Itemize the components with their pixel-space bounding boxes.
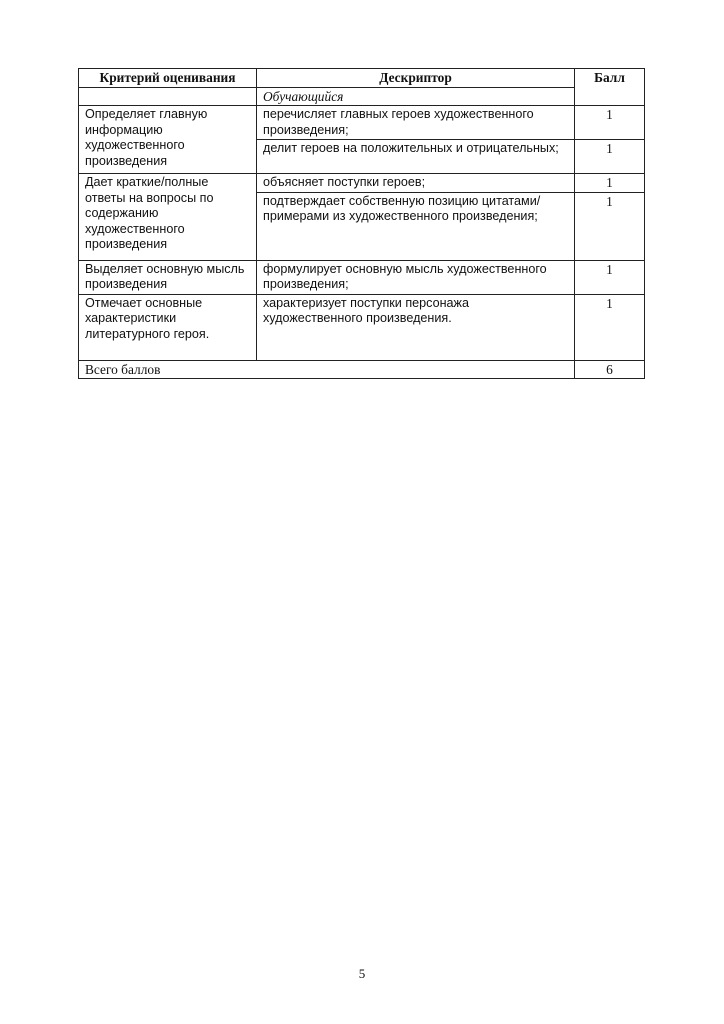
criterion-cell: Выделяет основную мысль произведения	[79, 260, 257, 294]
criterion-cell: Отмечает основные характеристики литературного героя.	[79, 294, 257, 360]
total-value: 6	[575, 360, 645, 378]
descriptor-header: Дескриптор	[257, 69, 575, 88]
empty-cell	[79, 88, 257, 106]
header-row	[79, 69, 645, 88]
table-row	[79, 260, 645, 294]
total-label: Всего баллов	[79, 360, 575, 378]
total-row	[79, 360, 645, 378]
table-row	[79, 294, 645, 360]
assessment-rubric-table	[78, 68, 645, 379]
criterion-cell: Дает краткие/полные ответы на вопросы по содержанию художественного произведения	[79, 174, 257, 260]
descriptor-cell: делит героев на положительных и отрицательных;	[257, 140, 575, 174]
score-cell: 1	[575, 192, 645, 260]
score-cell: 1	[575, 174, 645, 192]
descriptor-cell: формулирует основную мысль художественного произведения;	[257, 260, 575, 294]
subheader-row	[79, 88, 645, 106]
table-row	[79, 106, 645, 140]
criterion-cell: Определяет главную информацию художественного произведения	[79, 106, 257, 174]
score-header: Балл	[575, 69, 645, 106]
table-row	[79, 174, 645, 192]
score-cell: 1	[575, 294, 645, 360]
descriptor-cell: характеризует поступки персонажа художественного произведения.	[257, 294, 575, 360]
descriptor-cell: подтверждает собственную позицию цитатами/примерами из художественного произведения;	[257, 192, 575, 260]
learner-subheader: Обучающийся	[257, 88, 575, 106]
criterion-header: Критерий оценивания	[79, 69, 257, 88]
descriptor-cell: перечисляет главных героев художественного произведения;	[257, 106, 575, 140]
descriptor-cell: объясняет поступки героев;	[257, 174, 575, 192]
score-cell: 1	[575, 260, 645, 294]
score-cell: 1	[575, 106, 645, 140]
page-number: 5	[358, 966, 366, 981]
score-cell: 1	[575, 140, 645, 174]
